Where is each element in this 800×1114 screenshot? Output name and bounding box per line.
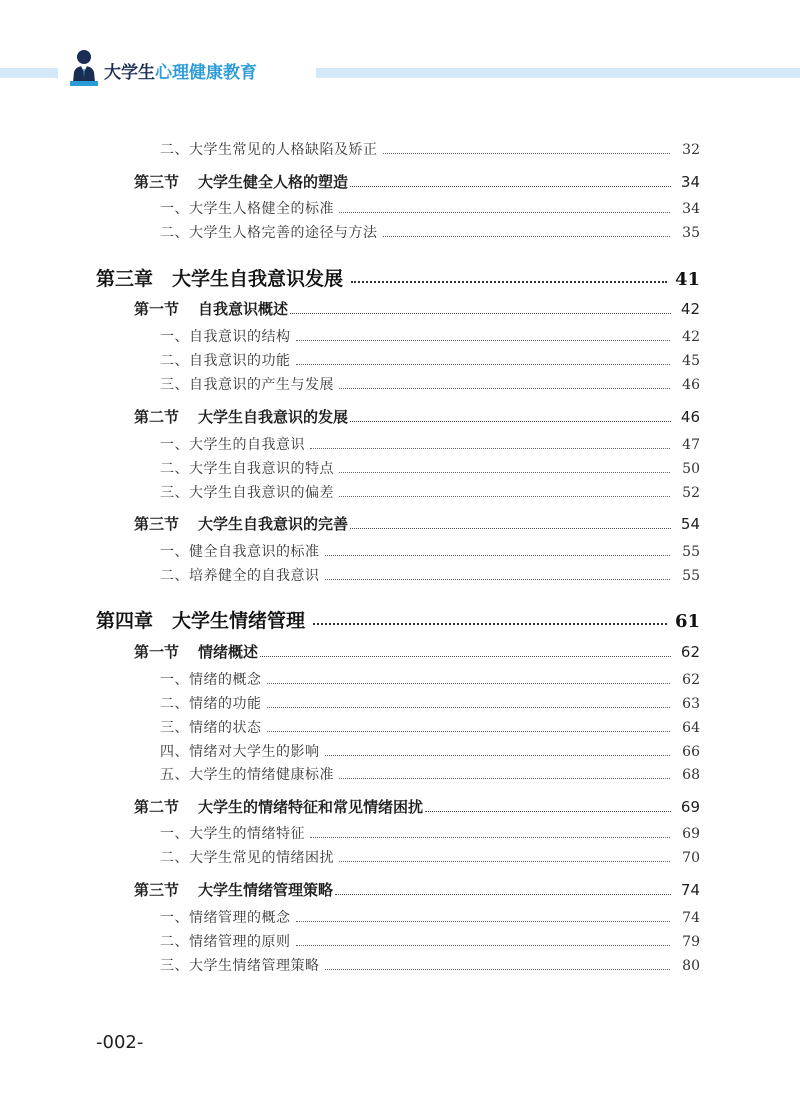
- toc-item-row[interactable]: [0, 741, 800, 761]
- toc-leader-dots: [339, 777, 670, 779]
- toc-page-number: 55: [682, 544, 700, 560]
- toc-section-row[interactable]: [0, 513, 800, 534]
- toc-item-label: [0, 565, 320, 585]
- toc-section-title: 大学生自我意识的发展: [198, 408, 349, 426]
- toc-chapter-label: [0, 606, 305, 633]
- toc-leader-dots: [313, 622, 667, 625]
- toc-section-number: 第三节: [134, 515, 180, 533]
- toc-leader-dots: [350, 527, 671, 529]
- toc-leader-dots: [310, 836, 670, 838]
- toc-item-title: 二、情绪的功能: [160, 696, 262, 712]
- toc-section-number: 第三节: [134, 173, 180, 191]
- toc-section-row[interactable]: [0, 879, 800, 900]
- toc-item-title: 二、情绪管理的原则: [160, 934, 291, 950]
- book-title: [104, 63, 257, 83]
- toc-item-title: 二、大学生常见的情绪困扰: [160, 850, 334, 866]
- toc-section-row[interactable]: [0, 641, 800, 662]
- toc-item-row[interactable]: [0, 458, 800, 478]
- toc-section-label: [0, 171, 348, 192]
- toc-section-label: [0, 879, 333, 900]
- toc-item-row[interactable]: [0, 139, 800, 159]
- toc-section-label: [0, 406, 348, 427]
- toc-item-title: 一、大学生的自我意识: [160, 437, 305, 453]
- toc-item-label: [0, 823, 305, 843]
- toc-page-number: 42: [680, 300, 700, 318]
- toc-item-label: [0, 350, 291, 370]
- toc-item-label: [0, 717, 262, 737]
- toc-item-title: 一、情绪管理的概念: [160, 910, 291, 926]
- toc-leader-dots: [335, 893, 671, 895]
- toc-leader-dots: [325, 754, 671, 756]
- toc-page-number: 80: [682, 958, 700, 974]
- toc-leader-dots: [267, 730, 671, 732]
- toc-item-title: 三、大学生自我意识的偏差: [160, 485, 334, 501]
- toc-section-number: 第二节: [134, 408, 180, 426]
- toc-item-row[interactable]: [0, 482, 800, 502]
- toc-page-number: 74: [682, 910, 700, 926]
- toc-chapter-number: 第三章: [96, 268, 154, 290]
- toc-section-number: 第三节: [134, 881, 180, 899]
- toc-item-row[interactable]: [0, 717, 800, 737]
- toc-section-label: [0, 641, 258, 662]
- toc-item-title: 二、自我意识的功能: [160, 353, 291, 369]
- toc-leader-dots: [296, 363, 671, 365]
- toc-section-label: [0, 298, 288, 319]
- toc-section-number: 第一节: [134, 643, 180, 661]
- toc-item-label: [0, 955, 320, 975]
- toc-page-number: 64: [682, 720, 700, 736]
- toc-item-label: [0, 931, 291, 951]
- toc-leader-dots: [267, 682, 671, 684]
- toc-page-number: 66: [682, 744, 700, 760]
- toc-leader-dots: [339, 211, 670, 213]
- toc-item-label: [0, 764, 334, 784]
- toc-item-label: [0, 541, 320, 561]
- toc-leader-dots: [296, 339, 671, 341]
- toc-leader-dots: [325, 578, 671, 580]
- toc-item-row[interactable]: [0, 764, 800, 784]
- toc-item-label: [0, 222, 378, 242]
- toc-item-title: 三、大学生情绪管理策略: [160, 958, 320, 974]
- toc-page-number: 68: [682, 767, 700, 783]
- toc-item-label: [0, 139, 378, 159]
- toc-item-label: [0, 198, 334, 218]
- toc-page-number: 46: [680, 408, 700, 426]
- toc-section-row[interactable]: [0, 298, 800, 319]
- toc-leader-dots: [267, 706, 671, 708]
- toc-section-label: [0, 796, 423, 817]
- toc-leader-dots: [425, 810, 671, 812]
- toc-section-title: 情绪概述: [198, 643, 259, 661]
- toc-chapter-row[interactable]: [0, 606, 800, 633]
- toc-leader-dots: [351, 280, 667, 283]
- toc-page-number: 34: [680, 173, 700, 191]
- toc-item-title: 一、健全自我意识的标准: [160, 544, 320, 560]
- toc-leader-dots: [325, 554, 671, 556]
- toc-leader-dots: [350, 185, 671, 187]
- toc-page-number: 52: [682, 485, 700, 501]
- toc-leader-dots: [383, 235, 671, 237]
- toc-leader-dots: [296, 944, 671, 946]
- toc-item-label: [0, 693, 262, 713]
- toc-leader-dots: [296, 920, 671, 922]
- toc-leader-dots: [339, 471, 670, 473]
- toc-item-title: 三、情绪的状态: [160, 720, 262, 736]
- teacher-avatar-icon: [70, 48, 98, 86]
- toc-item-row[interactable]: [0, 669, 800, 689]
- toc-page-number: 34: [682, 201, 700, 217]
- toc-item-row[interactable]: [0, 326, 800, 346]
- toc-item-row[interactable]: [0, 374, 800, 394]
- toc-item-row[interactable]: [0, 823, 800, 843]
- toc-item-row[interactable]: [0, 434, 800, 454]
- toc-item-title: 四、情绪对大学生的影响: [160, 744, 320, 760]
- toc-page-number: 41: [674, 269, 700, 290]
- toc-page-number: 70: [682, 850, 700, 866]
- toc-item-label: [0, 374, 334, 394]
- toc-leader-dots: [339, 495, 670, 497]
- toc-item-row[interactable]: [0, 350, 800, 370]
- toc-section-title: 大学生的情绪特征和常见情绪困扰: [198, 798, 424, 816]
- toc-chapter-title: 大学生情绪管理: [172, 610, 306, 632]
- toc-item-row[interactable]: [0, 222, 800, 242]
- toc-item-title: 二、培养健全的自我意识: [160, 568, 320, 584]
- toc-item-title: 五、大学生的情绪健康标准: [160, 767, 334, 783]
- toc-section-row[interactable]: [0, 171, 800, 192]
- toc-item-row[interactable]: [0, 198, 800, 218]
- toc-page-number: 74: [680, 881, 700, 899]
- toc-leader-dots: [339, 387, 670, 389]
- toc-page-number: 54: [680, 515, 700, 533]
- toc-page-number: 79: [682, 934, 700, 950]
- toc-leader-dots: [310, 447, 670, 449]
- header-stripe-left: [0, 68, 58, 78]
- toc-chapter-title: 大学生自我意识发展: [172, 268, 344, 290]
- toc-item-label: [0, 669, 262, 689]
- toc-item-row[interactable]: [0, 955, 800, 975]
- toc-item-title: 二、大学生人格完善的途径与方法: [160, 225, 378, 241]
- toc-section-title: 自我意识概述: [198, 300, 289, 318]
- toc-page-number: 69: [682, 826, 700, 842]
- toc-section-title: 大学生情绪管理策略: [198, 881, 334, 899]
- toc-item-label: [0, 741, 320, 761]
- toc-page-number: 63: [682, 696, 700, 712]
- toc-page-number: 50: [682, 461, 700, 477]
- toc-item-label: [0, 458, 334, 478]
- toc-leader-dots: [290, 312, 671, 314]
- toc-section-title: 大学生自我意识的完善: [198, 515, 349, 533]
- toc-page-number: 46: [682, 377, 700, 393]
- toc-item-title: 一、大学生人格健全的标准: [160, 201, 334, 217]
- toc-page-number: 42: [682, 329, 700, 345]
- toc-page-number: 62: [680, 643, 700, 661]
- page-number: -002-: [96, 1032, 144, 1053]
- toc-page-number: 47: [682, 437, 700, 453]
- toc-section-row[interactable]: [0, 796, 800, 817]
- toc-item-row[interactable]: [0, 931, 800, 951]
- toc-item-row[interactable]: [0, 693, 800, 713]
- toc-item-label: [0, 326, 291, 346]
- toc-item-label: [0, 847, 334, 867]
- toc-leader-dots: [339, 860, 670, 862]
- toc-item-title: 一、情绪的概念: [160, 672, 262, 688]
- toc-item-row[interactable]: [0, 541, 800, 561]
- toc-page-number: 62: [682, 672, 700, 688]
- toc-page-number: 69: [680, 798, 700, 816]
- toc-chapter-label: [0, 264, 343, 291]
- toc-leader-dots: [383, 152, 671, 154]
- toc-item-title: 一、自我意识的结构: [160, 329, 291, 345]
- toc-item-title: 一、大学生的情绪特征: [160, 826, 305, 842]
- toc-section-number: 第一节: [134, 300, 180, 318]
- toc-page-number: 55: [682, 568, 700, 584]
- toc-item-title: 三、自我意识的产生与发展: [160, 377, 334, 393]
- toc-leader-dots: [260, 655, 671, 657]
- toc-item-row[interactable]: [0, 565, 800, 585]
- toc-item-label: [0, 482, 334, 502]
- toc-page-number: 32: [682, 142, 700, 158]
- book-title-part1: 大学生: [104, 63, 155, 83]
- toc-item-title: 二、大学生自我意识的特点: [160, 461, 334, 477]
- toc-chapter-row[interactable]: [0, 264, 800, 291]
- toc-page-number: 61: [674, 611, 700, 632]
- toc-section-title: 大学生健全人格的塑造: [198, 173, 349, 191]
- toc-item-label: [0, 434, 305, 454]
- toc-item-label: [0, 907, 291, 927]
- book-title-part2: 心理健康教育: [155, 63, 257, 83]
- header-stripe-right: [316, 68, 800, 78]
- toc-item-row[interactable]: [0, 847, 800, 867]
- toc-page-number: 35: [682, 225, 700, 241]
- toc-section-label: [0, 513, 348, 534]
- toc-leader-dots: [325, 968, 671, 970]
- toc-item-title: 二、大学生常见的人格缺陷及矫正: [160, 142, 378, 158]
- toc-page-number: 45: [682, 353, 700, 369]
- toc-section-number: 第二节: [134, 798, 180, 816]
- toc-chapter-number: 第四章: [96, 610, 154, 632]
- toc-section-row[interactable]: [0, 406, 800, 427]
- toc-item-row[interactable]: [0, 907, 800, 927]
- toc-leader-dots: [350, 420, 671, 422]
